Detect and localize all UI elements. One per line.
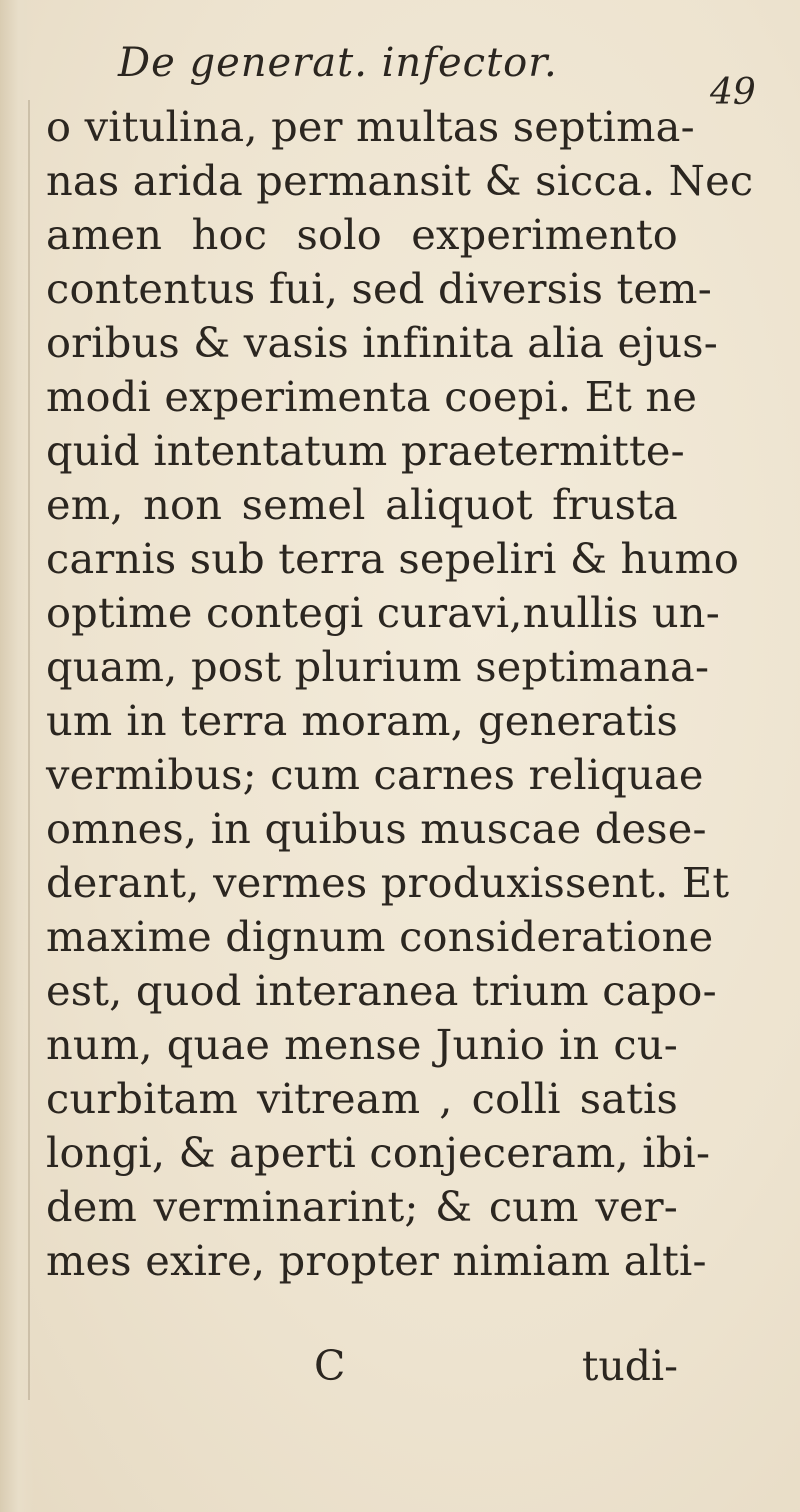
text-line: derant, vermes produxissent. Et xyxy=(46,858,730,907)
text-line: em, non semel aliquot frusta xyxy=(46,480,678,529)
text-line: nas arida permansit & sicca. Nec xyxy=(46,156,754,205)
text-line: o vitulina, per multas septima- xyxy=(46,102,695,151)
text-line: carnis sub terra sepeliri & humo xyxy=(46,534,740,583)
text-line: quid intentatum praetermitte- xyxy=(46,426,685,475)
text-line: omnes, in quibus muscae dese- xyxy=(46,804,707,853)
text-line: curbitam vitream , colli satis xyxy=(46,1074,678,1123)
text-line: quam, post plurium septimana- xyxy=(46,642,710,691)
text-line: maxime dignum consideratione xyxy=(46,912,714,961)
text-line: oribus & vasis infinita alia ejus- xyxy=(46,318,718,367)
catchword: tudi- xyxy=(581,1342,678,1390)
text-line: mes exire, propter nimiam alti- xyxy=(46,1236,707,1285)
text-line: optime contegi curavi,nullis un- xyxy=(46,588,720,637)
gutter-line xyxy=(28,100,30,1400)
text-line: contentus fui, sed diversis tem- xyxy=(46,264,712,313)
text-line: amen hoc solo experimento xyxy=(46,210,678,259)
text-line: modi experimenta coepi. Et ne xyxy=(46,372,698,421)
text-line: longi, & aperti conjeceram, ibi- xyxy=(46,1128,711,1177)
text-line: num, quae mense Junio in cu- xyxy=(46,1020,678,1069)
text-line: dem verminarint; & cum ver- xyxy=(46,1182,678,1231)
text-line: vermibus; cum carnes reliquae xyxy=(46,750,704,799)
page-number: 49 xyxy=(710,72,756,113)
text-line: um in terra moram, generatis xyxy=(46,696,678,745)
text-line: est, quod interanea trium capo- xyxy=(46,966,717,1015)
signature-mark: C xyxy=(314,1342,346,1390)
page-footer xyxy=(46,1342,678,1396)
running-head: De generat. infector. xyxy=(118,40,558,86)
body-text xyxy=(46,100,754,1288)
page-header xyxy=(118,40,756,113)
